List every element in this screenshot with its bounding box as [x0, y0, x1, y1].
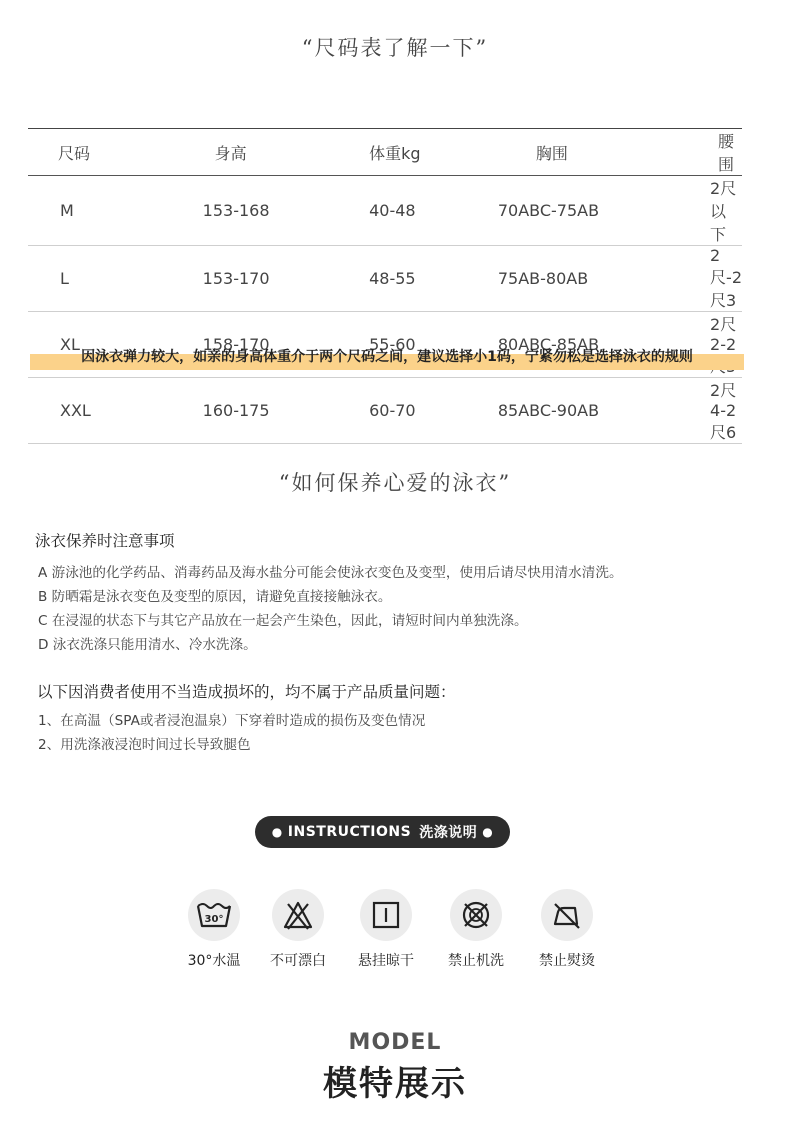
svg-text:30°: 30°	[204, 914, 224, 925]
table-row	[28, 176, 742, 246]
cell-size: XXL	[60, 401, 91, 420]
size-table	[28, 128, 742, 444]
header-size: 尺码	[58, 143, 91, 163]
header-waist: 腰围	[718, 132, 735, 174]
cell-bust: 85ABC-90AB	[497, 401, 600, 420]
header-bust: 胸围	[535, 143, 568, 163]
header-weight: 体重kg	[369, 143, 421, 163]
table-row	[28, 246, 742, 312]
no-machine-wash-icon	[450, 889, 502, 941]
model-title-en: MODEL	[348, 1030, 442, 1055]
size-chart-title: “尺码表了解一下”	[301, 36, 489, 60]
no-iron-label: 禁止熨烫	[539, 953, 595, 969]
hang-dry-label: 悬挂晾干	[358, 953, 414, 969]
size-note: 因泳衣弹力较大，如亲的身高体重介于两个尺码之间，建议选择小1码，宁紧勿松是选择泳衣的规则	[81, 349, 693, 365]
instructions-label-cn: 洗涤说明	[419, 825, 478, 841]
care-item-d: D 泳衣洗涤只能用清水、冷水洗涤。	[38, 637, 257, 653]
cell-weight: 55-60	[369, 335, 416, 354]
care-heading: 泳衣保养时注意事项	[35, 532, 175, 550]
bullet-icon: ●	[271, 825, 283, 839]
bullet-icon: ●	[482, 825, 494, 839]
no-iron-icon	[541, 889, 593, 941]
cell-bust: 70ABC-75AB	[497, 201, 600, 220]
cell-size: M	[60, 201, 74, 220]
table-row	[28, 378, 742, 444]
cell-size: L	[60, 269, 69, 288]
cell-waist: 2尺4-2尺6	[710, 381, 737, 442]
care-item-a: A 游泳池的化学药品、消毒药品及海水盐分可能会使泳衣变色及变型，使用后请尽快用清水清洗。	[38, 565, 623, 581]
hang-dry-icon	[360, 889, 412, 941]
no-machine-wash-label: 禁止机洗	[448, 953, 504, 969]
cell-height: 160-175	[202, 401, 270, 420]
care-title: “如何保养心爱的泳衣”	[278, 471, 512, 495]
model-title-cn: 模特展示	[323, 1064, 467, 1104]
wash-30-icon	[188, 889, 240, 941]
care-item-b: B 防晒霜是泳衣变色及变型的原因，请避免直接接触泳衣。	[38, 589, 392, 605]
care-item-c: C 在浸湿的状态下与其它产品放在一起会产生染色，因此，请短时间内单独洗涤。	[38, 613, 528, 629]
header-height: 身高	[214, 143, 247, 163]
cell-waist: 2尺-2尺3	[710, 246, 743, 310]
cell-height: 158-170	[202, 335, 270, 354]
cell-height: 153-170	[202, 269, 270, 288]
cell-size: XL	[60, 335, 80, 354]
instructions-label-en: INSTRUCTIONS	[287, 824, 412, 840]
cell-bust: 75AB-80AB	[497, 269, 589, 288]
size-table-header	[28, 129, 742, 176]
cell-weight: 48-55	[369, 269, 416, 288]
instructions-badge	[255, 816, 510, 848]
wash-30-label: 30°水温	[187, 953, 241, 969]
cell-bust: 80ABC-85AB	[497, 335, 600, 354]
cell-weight: 40-48	[369, 201, 416, 220]
cell-height: 153-168	[202, 201, 270, 220]
disclaimer-item-1: 1、在高温（SPA或者浸泡温泉）下穿着时造成的损伤及变色情况	[38, 713, 426, 729]
cell-waist: 2尺以下	[710, 179, 737, 244]
cell-waist: 2尺2-2	[710, 315, 737, 354]
cell-weight: 60-70	[369, 401, 416, 420]
disclaimer-item-2: 2、用洗涤液浸泡时间过长导致腿色	[38, 737, 251, 753]
disclaimer-heading: 以下因消费者使用不当造成损坏的，均不属于产品质量问题：	[37, 683, 456, 701]
no-bleach-label: 不可漂白	[270, 953, 326, 969]
no-bleach-icon	[272, 889, 324, 941]
